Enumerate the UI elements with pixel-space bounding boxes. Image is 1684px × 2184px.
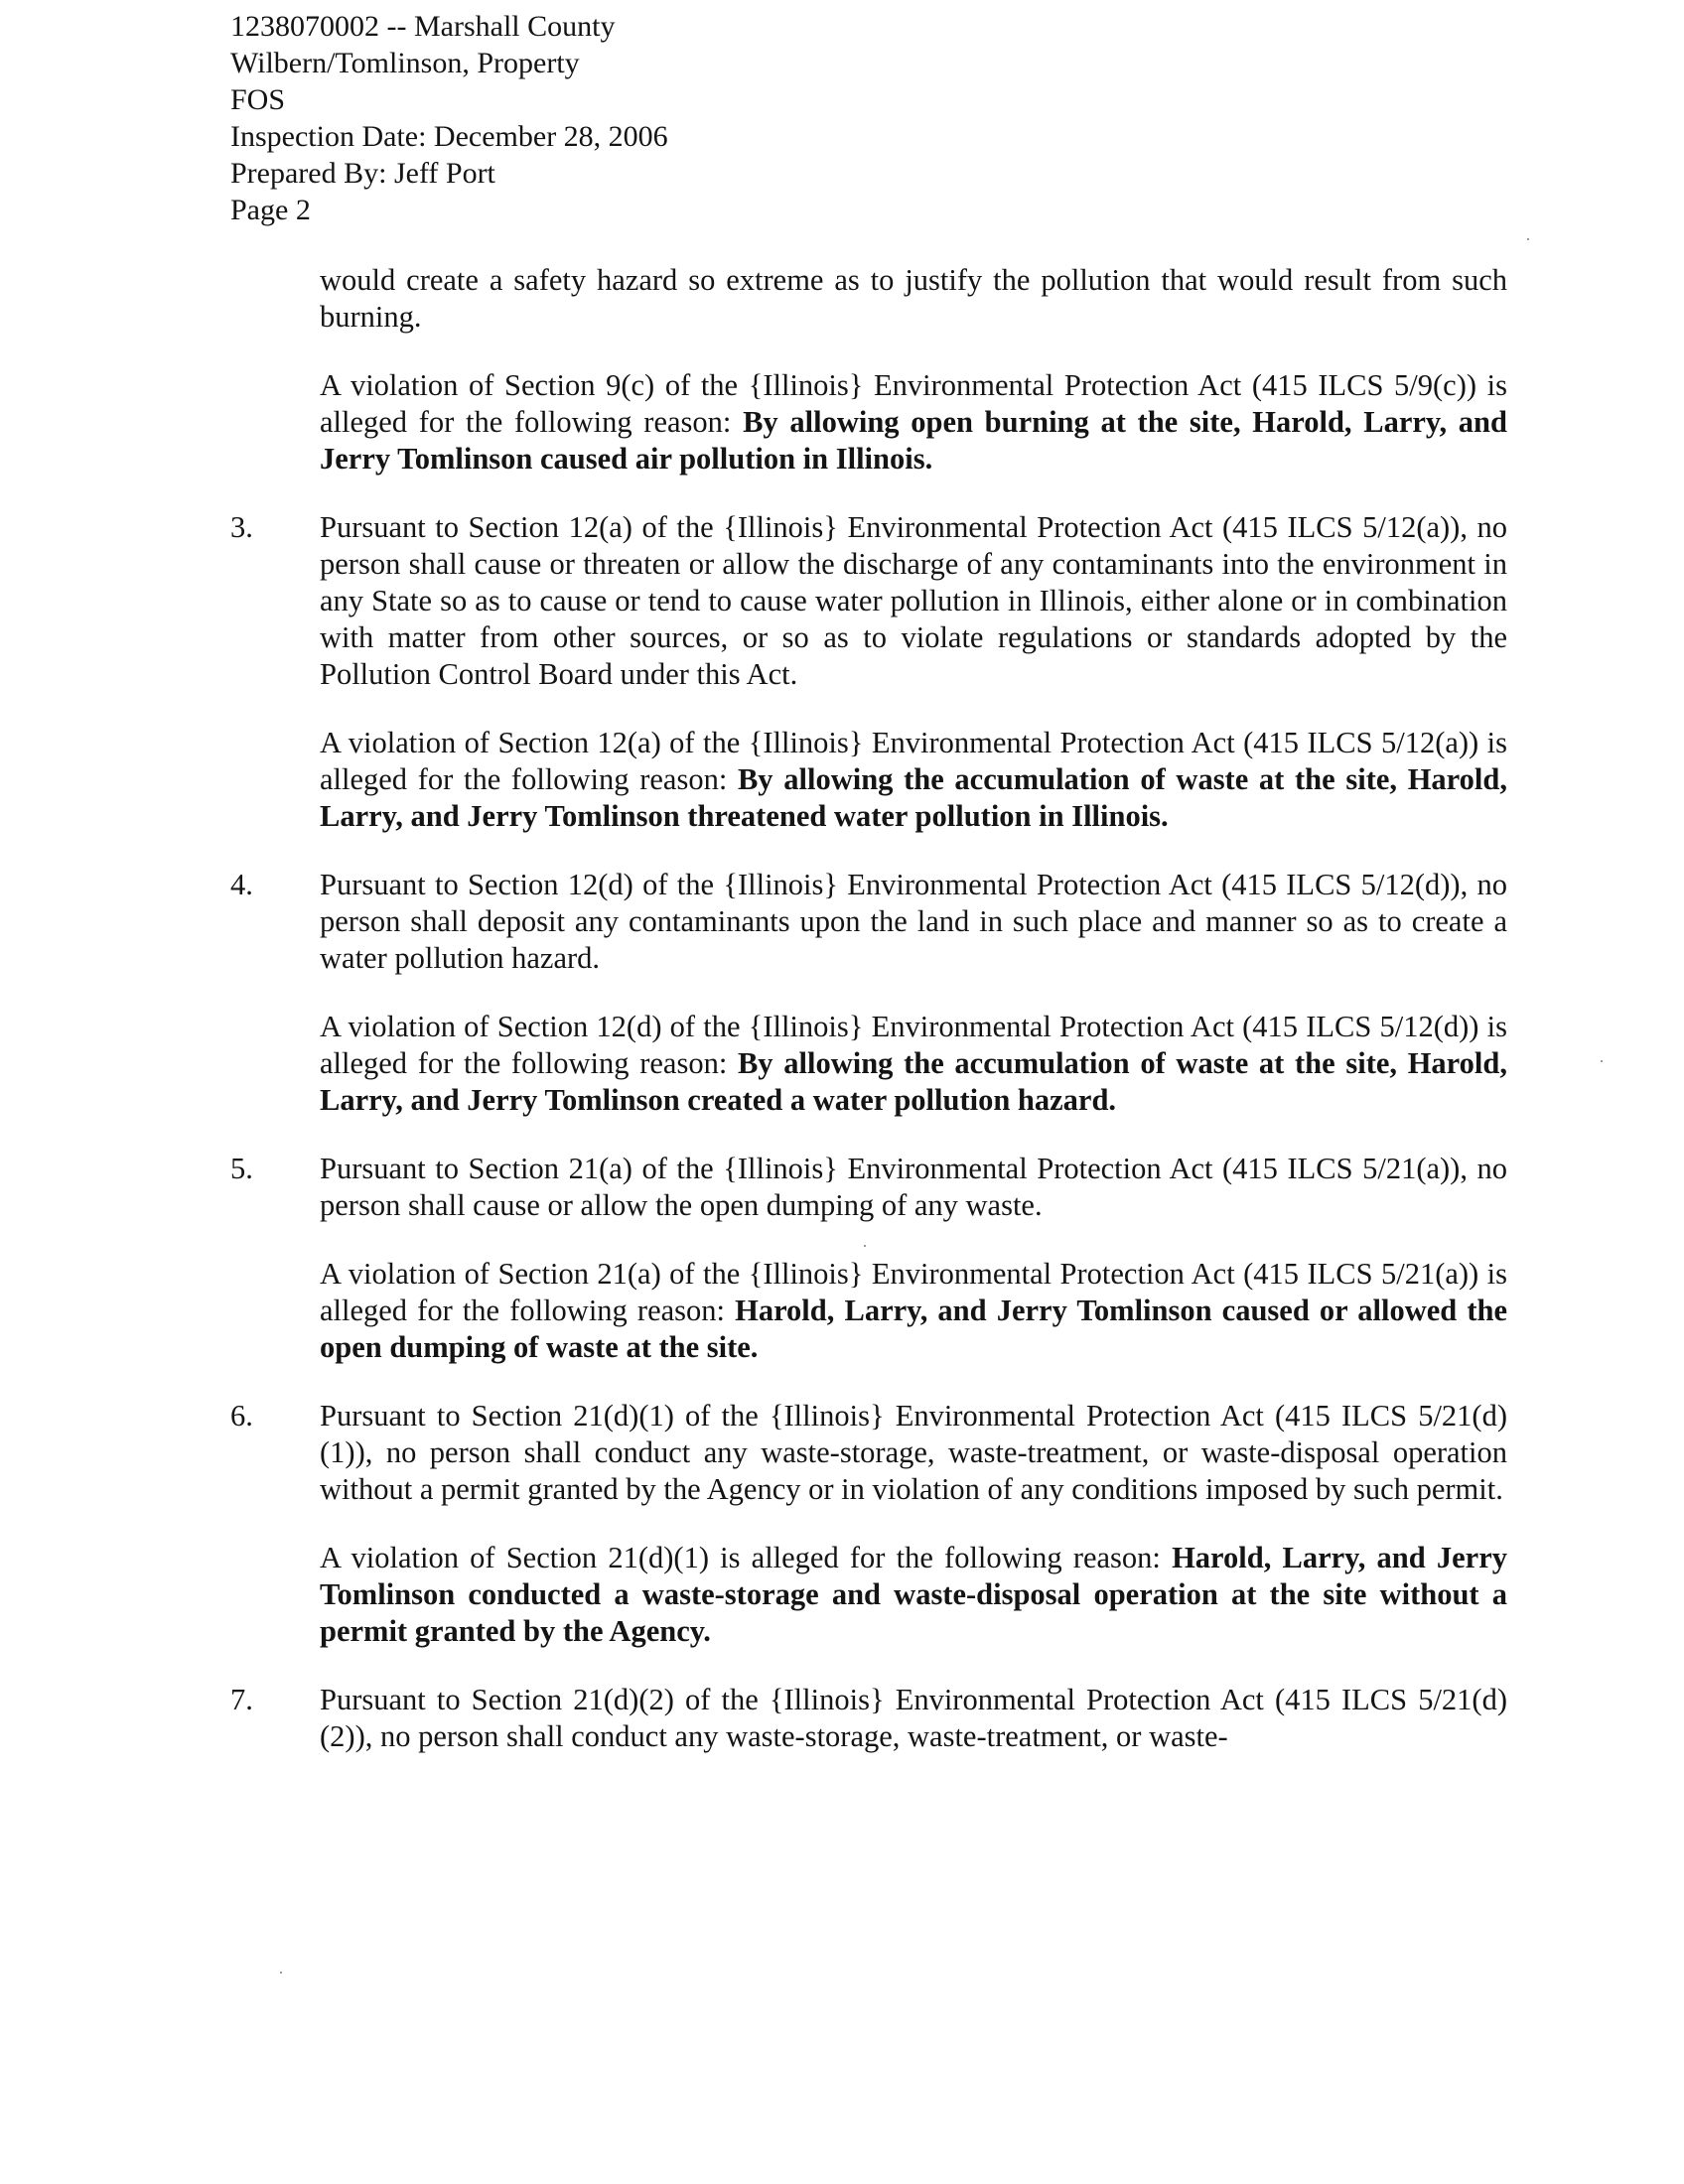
violation-reason-text: Harold, Larry, and Jerry Tomlinson conducted a waste-storage and waste-disposal operation at the site without a permit granted by the Agency. — [320, 1541, 1508, 1648]
item-number: 5. — [230, 1152, 253, 1185]
list-item-4 — [230, 867, 1507, 977]
violation-paragraph-21a — [320, 1256, 1507, 1366]
violation-lead-text: A violation of Section 12(d) of the {Illinois} Environmental Protection Act (415 ILCS 5/12(d)) is alleged for the following reason: — [320, 1010, 1507, 1080]
item-number: 6. — [230, 1399, 253, 1433]
violation-lead-text: A violation of Section 21(d)(1) is alleged for the following reason: — [320, 1541, 1173, 1574]
list-item-5 — [230, 1151, 1507, 1224]
scan-speck — [280, 1972, 282, 1974]
scan-speck — [1601, 1060, 1603, 1062]
violation-paragraph-12d — [320, 1009, 1507, 1119]
scan-speck — [1527, 238, 1529, 240]
document-header — [230, 8, 668, 228]
item-text: Pursuant to Section 12(d) of the {Illinois} Environmental Protection Act (415 ILCS 5/12(d)), no person shall deposit any contaminants upon the land in such place and manner so as to create a water pollution hazard. — [320, 868, 1507, 975]
violation-lead-text: A violation of Section 21(a) of the {Illinois} Environmental Protection Act (415 ILCS 5/21(a)) is alleged for the following reason: — [320, 1257, 1507, 1327]
violation-reason-text: By allowing open burning at the site, Harold, Larry, and Jerry Tomlinson caused air pollution in Illinois. — [320, 405, 1507, 476]
header-inspection-date: Inspection Date: December 28, 2006 — [230, 120, 668, 153]
violation-reason-text: Harold, Larry, and Jerry Tomlinson caused or allowed the open dumping of waste at the site. — [320, 1294, 1507, 1364]
violation-lead-text: A violation of Section 9(c) of the {Illinois} Environmental Protection Act (415 ILCS 5/9(c)) is alleged for the following reason: — [320, 368, 1507, 439]
violation-reason-text: By allowing the accumulation of waste at the site, Harold, Larry, and Jerry Tomlinson created a water pollution hazard. — [320, 1046, 1507, 1117]
item-number: 4. — [230, 868, 253, 901]
item-text: Pursuant to Section 21(a) of the {Illinois} Environmental Protection Act (415 ILCS 5/21(a)), no person shall cause or allow the open dumping of any waste. — [320, 1152, 1507, 1222]
scan-speck — [864, 1245, 866, 1247]
list-item-6 — [230, 1398, 1507, 1508]
violation-paragraph-9c — [320, 367, 1507, 478]
header-property-line: Wilbern/Tomlinson, Property — [230, 47, 580, 79]
list-item-7 — [230, 1682, 1507, 1755]
item-text: Pursuant to Section 21(d)(1) of the {Illinois} Environmental Protection Act (415 ILCS 5/21(d)(1)), no person shall conduct any waste-storage, waste-treatment, or waste-disposal operation without a permit granted by the Agency or in violation of any conditions imposed by such permit. — [320, 1399, 1507, 1506]
item-number: 7. — [230, 1683, 253, 1716]
violation-paragraph-21d1 — [320, 1540, 1507, 1650]
item-text: Pursuant to Section 12(a) of the {Illinois} Environmental Protection Act (415 ILCS 5/12(a)), no person shall cause or threaten or allow the discharge of any contaminants into the environment in any State so as to cause or tend to cause water pollution in Illinois, either alone or in combination with matter from other sources, or so as to violate regulations or standards adopted by the Pollution Control Board under this Act. — [320, 510, 1507, 691]
header-page-number: Page 2 — [230, 194, 311, 226]
violation-lead-text: A violation of Section 12(a) of the {Illinois} Environmental Protection Act (415 ILCS 5/12(a)) is alleged for the following reason: — [320, 726, 1507, 796]
header-code-line: FOS — [230, 83, 286, 116]
violation-reason-text: By allowing the accumulation of waste at the site, Harold, Larry, and Jerry Tomlinson threatened water pollution in Illinois. — [320, 762, 1507, 833]
header-prepared-by: Prepared By: Jeff Port — [230, 157, 495, 190]
item-text: Pursuant to Section 21(d)(2) of the {Illinois} Environmental Protection Act (415 ILCS 5/21(d)(2)), no person shall conduct any waste-storage, waste-treatment, or waste- — [320, 1683, 1507, 1753]
violation-paragraph-12a — [320, 725, 1507, 835]
document-body — [230, 262, 1508, 1787]
header-case-line: 1238070002 -- Marshall County — [230, 10, 616, 43]
continuation-paragraph: would create a safety hazard so extreme as to justify the pollution that would result from such burning. — [320, 263, 1507, 334]
item-number: 3. — [230, 510, 253, 544]
list-item-3 — [230, 509, 1507, 693]
